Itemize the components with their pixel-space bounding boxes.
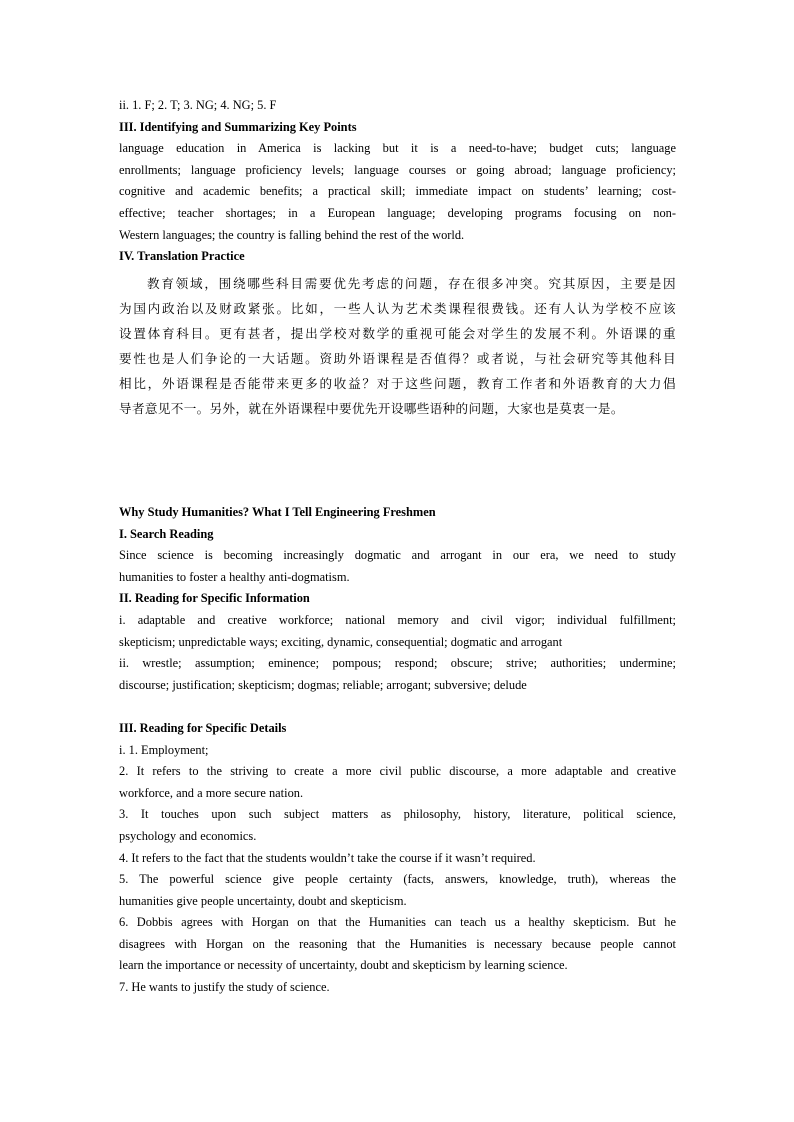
detail-item: 4. It refers to the fact that the students wouldn’t take the course if it wasn’t required. — [119, 850, 536, 865]
info-i-line: i. adaptable and creative workforce; national memory and civil vigor; individual fulfillment; — [119, 612, 676, 627]
section-heading-specific-details: III. Reading for Specific Details — [119, 720, 287, 735]
translation-line: 相比，外语课程是否能带来更多的收益？对于这些问题，教育工作者和外语教育的大力倡 — [119, 375, 676, 391]
article-title: Why Study Humanities? What I Tell Engineering Freshmen — [119, 505, 436, 519]
key-points-line: language education in America is lacking but it is a need-to-have; budget cuts; language — [119, 141, 676, 156]
key-points-line: effective; teacher shortages; in a European language; developing programs focusing on non- — [119, 205, 676, 220]
info-ii-line: ii. wrestle; assumption; eminence; pompous; respond; obscure; strive; authorities; undermine; — [119, 656, 676, 671]
detail-item-cont: psychology and economics. — [119, 828, 257, 843]
detail-item-cont: humanities give people uncertainty, doubt and skepticism. — [119, 893, 407, 908]
detail-item-cont: disagrees with Horgan on the reasoning that the Humanities is necessary because people cannot — [119, 936, 676, 951]
key-points-line: enrollments; language proficiency levels; language courses or going abroad; language proficiency; — [119, 162, 676, 177]
translation-paragraph — [119, 271, 676, 421]
answer-line-tf: ii. 1. F; 2. T; 3. NG; 4. NG; 5. F — [119, 98, 277, 112]
translation-line: 设置体育科目。更有甚者，提出学校对数学的重视可能会对学生的发展不利。外语课的重 — [119, 325, 676, 341]
detail-item: 2. It refers to the striving to create a more civil public discourse, a more adaptable and creative — [119, 764, 676, 779]
section-heading-search-reading: I. Search Reading — [119, 526, 214, 541]
second-article — [119, 502, 676, 999]
detail-item-cont: workforce, and a more secure nation. — [119, 785, 304, 800]
detail-item-cont: learn the importance or necessity of uncertainty, doubt and skepticism by learning science. — [119, 958, 568, 973]
translation-line: 导者意见不一。另外，就在外语课程中要优先开设哪些语种的问题，大家也是莫衷一是。 — [119, 400, 624, 416]
document-page — [119, 95, 676, 995]
translation-line: 要性也是人们争论的一大话题。资助外语课程是否值得？或者说，与社会研究等其他科目 — [119, 350, 676, 366]
info-i-line: skepticism; unpredictable ways; exciting, dynamic, consequential; dogmatic and arrogant — [119, 634, 563, 649]
detail-item: 7. He wants to justify the study of science. — [119, 980, 330, 995]
search-reading-line: humanities to foster a healthy anti-dogmatism. — [119, 569, 350, 584]
section-heading-translation: IV. Translation Practice — [119, 249, 245, 264]
detail-item: 3. It touches upon such subject matters as philosophy, history, literature, political science, — [119, 807, 676, 822]
key-points-line: cognitive and academic benefits; a practical skill; immediate impact on students’ learning; cost- — [119, 184, 676, 199]
info-ii-line: discourse; justification; skepticism; dogmas; reliable; arrogant; subversive; delude — [119, 677, 527, 692]
search-reading-line: Since science is becoming increasingly dogmatic and arrogant in our era, we need to study — [119, 548, 676, 563]
detail-item: 6. Dobbis agrees with Horgan on that the Humanities can teach us a healthy skepticism. But he — [119, 915, 676, 930]
section-heading-key-points: III. Identifying and Summarizing Key Points — [119, 119, 357, 134]
detail-item: 5. The powerful science give people certainty (facts, answers, knowledge, truth), whereas the — [119, 872, 676, 887]
translation-line: 为国内政治以及财政紧张。比如，一些人认为艺术类课程很费钱。还有人认为学校不应该 — [119, 300, 676, 316]
section-heading-specific-info: II. Reading for Specific Information — [119, 591, 310, 606]
translation-line: 教育领域，围绕哪些科目需要优先考虑的问题，存在很多冲突。究其原因，主要是因 — [147, 275, 676, 291]
key-points-line: Western languages; the country is falling behind the rest of the world. — [119, 227, 465, 242]
detail-item: i. 1. Employment; — [119, 742, 209, 757]
